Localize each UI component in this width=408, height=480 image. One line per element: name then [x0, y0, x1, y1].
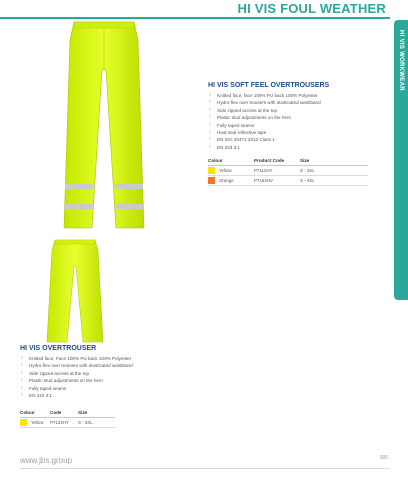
page-header: [0, 0, 408, 20]
product-soft-feel-overtrousers: [208, 82, 368, 186]
footer-website[interactable]: www.jbs.group: [20, 456, 73, 465]
bullet-icon: ›: [209, 129, 211, 136]
feature-item: › Knitted face, face 100% PU back 100% Polyester: [209, 92, 318, 98]
table-row: Yellow P7112HY S - 4XL: [208, 166, 368, 176]
product-code: P7134HY: [50, 420, 69, 426]
table-row: Yellow P7134HY S - 3XL: [20, 418, 115, 428]
feature-item: › Hydro-flex over trousers with elasticated waistband: [21, 362, 133, 369]
footer-divider: [20, 468, 390, 469]
colour-swatch: [208, 167, 215, 174]
feature-list: [20, 355, 170, 399]
feature-item: › EN ISO 20471:2013 Class 1: [209, 136, 275, 143]
feature-item: › Side zipped access at the top: [21, 369, 90, 376]
spec-table: [20, 407, 115, 428]
feature-item: › Side zipped access at the top: [209, 106, 278, 113]
product-code: P7112HY: [254, 168, 273, 174]
bullet-icon: ›: [209, 92, 211, 98]
header-size: Size: [300, 158, 310, 164]
feature-item: › EN 343 3:1: [209, 143, 240, 150]
spec-table-header: [20, 407, 115, 418]
feature-item: › Knitted face, Face 100% PU back 100% Polyester: [21, 355, 132, 361]
size-range: S - 4XL: [300, 178, 315, 184]
bullet-icon: ›: [21, 377, 23, 384]
side-tab: [394, 20, 408, 300]
feature-item: › Plastic stud adjustments on the hem: [209, 114, 291, 121]
bullet-icon: ›: [21, 392, 23, 399]
bullet-icon: ›: [209, 99, 211, 106]
spec-table-header: [208, 155, 368, 166]
page-number: 085: [379, 455, 388, 461]
header-code: Product Code: [254, 158, 285, 164]
feature-item: › Hydro-flex over trousers with elasticated waistband: [209, 99, 321, 106]
product-overtrouser: [20, 345, 170, 428]
table-row: Orange P7164HV S - 4XL: [208, 176, 368, 186]
product-title: HI VIS OVERTROUSER: [20, 345, 97, 352]
trousers-image-small: [45, 238, 105, 344]
header-divider: [0, 17, 390, 19]
feature-item: › Plastic stud adjustments on the hem: [21, 377, 103, 384]
bullet-icon: ›: [209, 136, 211, 143]
bullet-icon: ›: [21, 369, 23, 376]
feature-item: › Fully taped seams: [21, 384, 67, 391]
side-tab-label: HI VIS WORKWEAR: [398, 30, 404, 91]
feature-item: › Heat seal reflective tape: [209, 129, 267, 136]
feature-item: › Fully taped seams: [209, 121, 255, 128]
trousers-image-large: [60, 20, 148, 230]
section-title: HI VIS FOUL WEATHER: [237, 1, 386, 16]
header-code: Code: [50, 410, 62, 416]
bullet-icon: ›: [209, 121, 211, 128]
product-code: P7164HV: [254, 178, 273, 184]
header-size: Size: [78, 410, 88, 416]
bullet-icon: ›: [21, 384, 23, 391]
header-colour: Colour: [208, 158, 223, 164]
header-colour: Colour: [20, 410, 35, 416]
feature-item: › EN 343 3:1: [21, 392, 52, 399]
bullet-icon: ›: [209, 114, 211, 121]
feature-list: [208, 92, 368, 151]
bullet-icon: ›: [209, 143, 211, 150]
colour-swatch: [208, 177, 215, 184]
bullet-icon: ›: [209, 106, 211, 113]
product-title: HI VIS SOFT FEEL OVERTROUSERS: [208, 82, 330, 89]
colour-swatch: [20, 419, 27, 426]
size-range: S - 3XL: [78, 420, 93, 426]
bullet-icon: ›: [21, 355, 23, 361]
size-range: S - 4XL: [300, 168, 315, 174]
spec-table: [208, 155, 368, 186]
bullet-icon: ›: [21, 362, 23, 369]
